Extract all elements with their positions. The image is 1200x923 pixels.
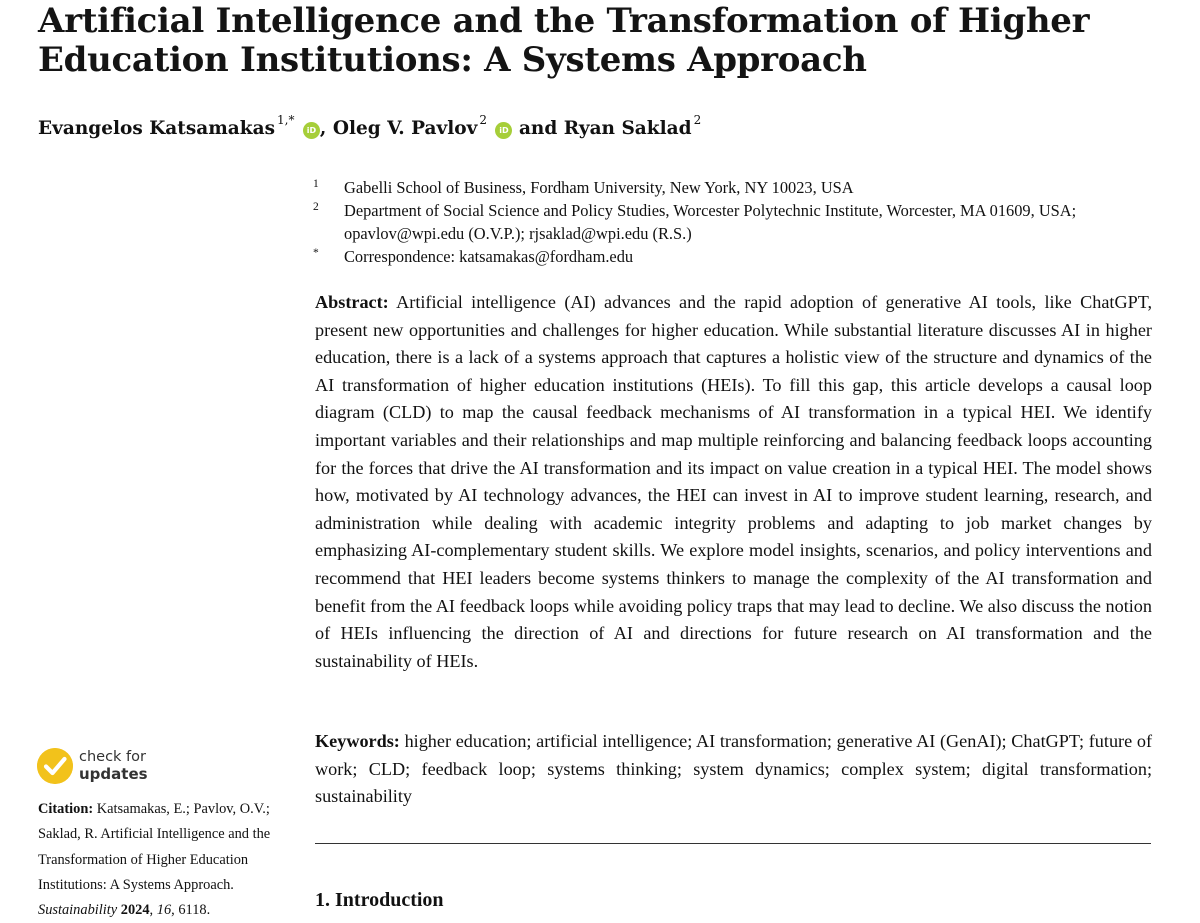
citation-label: Citation: [38, 801, 94, 817]
citation-journal: Sustainability [38, 902, 118, 919]
affiliation-item [313, 176, 1158, 199]
author-separator: and [518, 118, 558, 140]
keywords [315, 728, 1152, 811]
article-title: Artificial Intelligence and the Transformation of Higher Education Institutions: A Systems Approach [38, 1, 1090, 80]
affiliation-mark: 1 [313, 178, 319, 190]
author-separator: , [319, 118, 327, 140]
abstract [315, 289, 1152, 675]
affiliation-text: Department of Social Science and Policy Studies, Worcester Polytechnic Institute, Worcester, MA 01609, USA; opavlov@wpi.edu (O.V.P.); rjsaklad@wpi.edu (R.S.) [344, 201, 1077, 243]
keywords-text: higher education; artificial intelligence; AI transformation; generative AI (GenAI); ChatGPT; future of work; CLD; feedback loop; systems thinking; system dynamics; complex system; digital transformation; sustainability [315, 731, 1152, 807]
keywords-label: Keywords: [315, 731, 400, 751]
section-divider [315, 843, 1151, 844]
orcid-icon[interactable]: iD [495, 122, 512, 139]
affiliation-item [313, 199, 1158, 245]
citation-authors-title: Katsamakas, E.; Pavlov, O.V.; Saklad, R. Artificial Intelligence and the Transformation of Higher Education Institutions: A Systems Approach. [38, 801, 271, 893]
section-heading-introduction: 1. Introduction [315, 889, 444, 911]
check-updates-icon [37, 748, 73, 784]
check-for-updates-button[interactable] [37, 748, 148, 784]
affiliation-text: Correspondence: katsamakas@fordham.edu [344, 247, 634, 266]
citation-year: 2024 [120, 902, 150, 919]
affiliation-item [313, 245, 1158, 268]
check-updates-line2: updates [79, 765, 148, 783]
abstract-text: Artificial intelligence (AI) advances and the rapid adoption of generative AI tools, like ChatGPT, present new opportunities and challenges for higher education. While substantial literature discusses AI in higher education, there is a lack of a systems approach that captures a holistic view of the structure and dynamics of the AI transformation of higher education institutions (HEIs). To fill this gap, this article develops a causal loop diagram (CLD) to map the causal feedback mechanisms of AI transformation in a typical HEI. We identify important variables and their relationships and map multiple reinforcing and balancing feedback loops accounting for the forces that drive the AI transformation and its impact on value creation in a typical HEI. The model shows how, motivated by AI technology advances, the HEI can invest in AI to improve student learning, research, and administration while dealing with academic integrity problems and adapting to job market changes by emphasizing AI-complementary student skills. We explore model insights, scenarios, and policy interventions and recommend that HEI leaders become systems thinkers to manage the complexity of the AI transformation and benefit from the AI feedback loops while avoiding policy traps that may lead to decline. We also discuss the notion of HEIs influencing the direction of AI and directions for future research on AI transformation and the sustainability of HEIs. [315, 292, 1152, 671]
affiliations [313, 176, 1158, 268]
author-name[interactable]: Evangelos Katsamakas [38, 118, 276, 140]
check-updates-label [79, 749, 148, 783]
citation: Citation: Katsamakas, E.; Pavlov, O.V.; Saklad, R. Artificial Intelligence and the Transformation of Higher Education Institutions: A Systems Approach. Sustainability 2024, 16, 6118. [38, 801, 271, 919]
orcid-icon[interactable]: iD [303, 122, 320, 139]
author-affiliation-mark: 2 [693, 113, 702, 127]
citation-article: 6118. [178, 902, 211, 919]
author-list [38, 110, 701, 142]
citation-volume: 16 [156, 902, 172, 919]
affiliation-text: Gabelli School of Business, Fordham University, New York, NY 10023, USA [344, 178, 854, 197]
author-affiliation-mark: 2 [479, 113, 488, 127]
affiliation-mark: * [313, 247, 319, 259]
affiliation-mark: 2 [313, 201, 319, 213]
author-name[interactable]: Ryan Saklad [563, 118, 692, 140]
abstract-label: Abstract: [315, 292, 389, 312]
check-updates-line1: check for [79, 749, 146, 765]
author-affiliation-mark: 1,* [277, 113, 295, 127]
author-name[interactable]: Oleg V. Pavlov [332, 118, 478, 140]
